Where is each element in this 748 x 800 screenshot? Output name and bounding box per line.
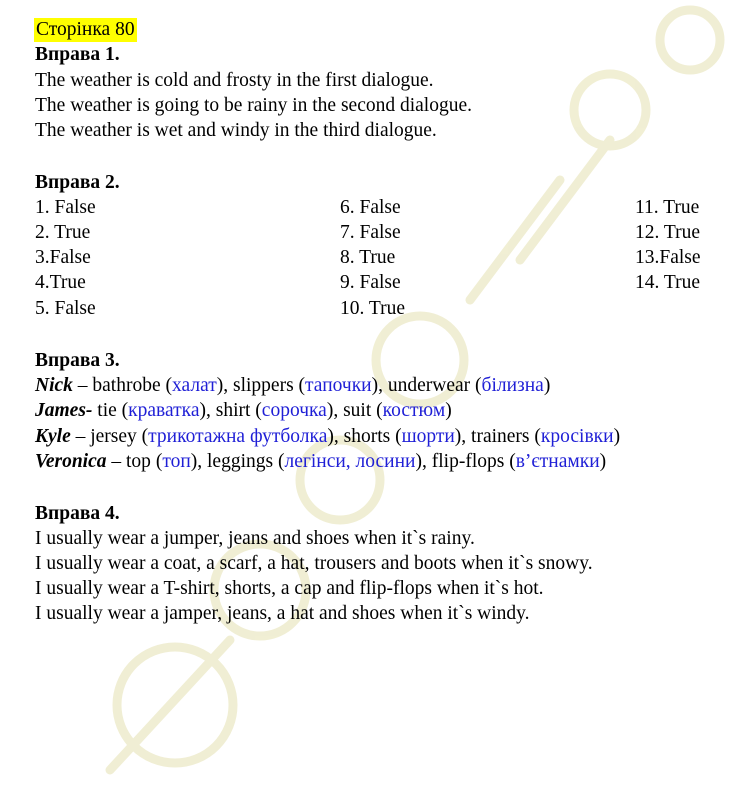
exercise-2-heading: Вправа 2. <box>35 172 120 193</box>
person-name: Nick <box>35 375 73 396</box>
answer-item: 6. False <box>340 197 401 218</box>
clothing-row: Nick – bathrobe (халат), slippers (тапочки), underwear (білизна) <box>35 375 551 396</box>
page-number-label: Сторінка 80 <box>36 19 135 40</box>
answer-item: 4.True <box>35 272 86 293</box>
answer-item: 14. True <box>635 272 701 293</box>
exercise-4-line: I usually wear a jamper, jeans, a hat and shoes when it`s windy. <box>35 603 530 624</box>
answer-item: 11. True <box>635 197 700 218</box>
answer-item: 7. False <box>340 222 401 243</box>
translation: білизна <box>481 375 544 396</box>
exercise-4-heading: Вправа 4. <box>35 503 120 524</box>
clothing-row: Kyle – jersey (трикотажна футболка), shorts (шорти), trainers (кросівки) <box>35 426 621 447</box>
translation: легінси, лосини <box>284 451 416 472</box>
person-name: James- <box>35 400 93 421</box>
answer-item: 8. True <box>340 247 396 268</box>
answer-item: 13.False <box>635 247 701 268</box>
translation: краватка <box>128 400 200 421</box>
person-name: Veronica <box>35 451 107 472</box>
exercise-4-line: I usually wear a T-shirt, shorts, a cap and flip-flops when it`s hot. <box>35 578 544 599</box>
translation: трикотажна футболка <box>148 426 328 447</box>
translation: кросівки <box>540 426 614 447</box>
exercise-1-line: The weather is wet and windy in the third dialogue. <box>35 120 437 141</box>
answer-item: 1. False <box>35 197 96 218</box>
answer-item: 12. True <box>635 222 701 243</box>
translation: топ <box>162 451 191 472</box>
person-name: Kyle <box>35 426 71 447</box>
exercise-1-line: The weather is cold and frosty in the first dialogue. <box>35 70 434 91</box>
clothing-row: Veronica – top (топ), leggings (легінси, лосини), flip-flops (в’єтнамки) <box>35 451 607 472</box>
exercise-3-heading: Вправа 3. <box>35 350 120 371</box>
answer-item: 3.False <box>35 247 91 268</box>
translation: тапочки <box>305 375 372 396</box>
translation: костюм <box>382 400 446 421</box>
answer-item: 5. False <box>35 298 96 319</box>
answer-item: 2. True <box>35 222 91 243</box>
clothing-row: James- tie (краватка), shirt (сорочка), suit (костюм) <box>35 400 452 421</box>
translation: шорти <box>401 426 455 447</box>
exercise-1-heading: Вправа 1. <box>35 44 120 65</box>
exercise-4-line: I usually wear a jumper, jeans and shoes when it`s rainy. <box>35 528 475 549</box>
exercise-1-line: The weather is going to be rainy in the second dialogue. <box>35 95 472 116</box>
translation: в’єтнамки <box>515 451 600 472</box>
answer-item: 9. False <box>340 272 401 293</box>
translation: сорочка <box>261 400 327 421</box>
answer-item: 10. True <box>340 298 406 319</box>
exercise-4-line: I usually wear a coat, a scarf, a hat, trousers and boots when it`s snowy. <box>35 553 593 574</box>
translation: халат <box>172 375 217 396</box>
